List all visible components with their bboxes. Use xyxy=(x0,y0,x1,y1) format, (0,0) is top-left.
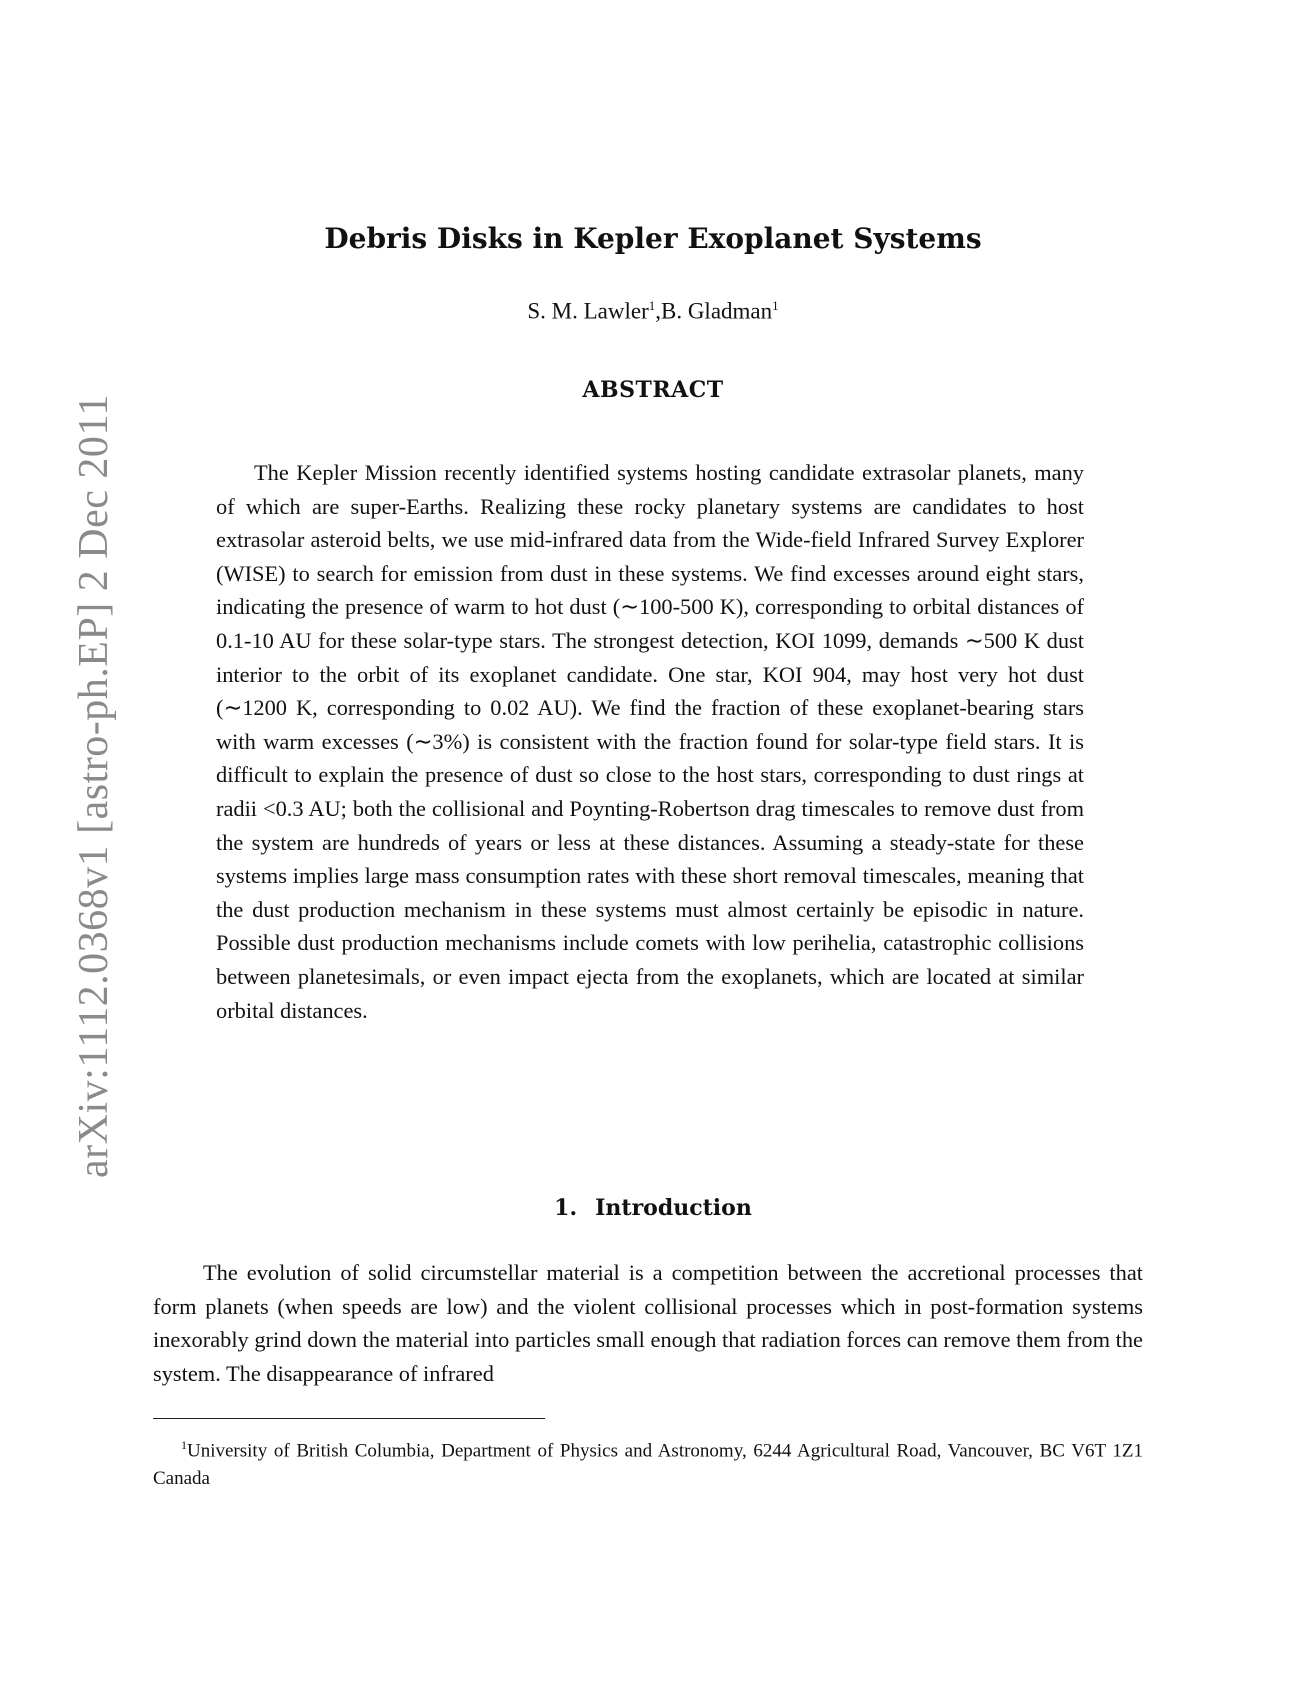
abstract-text: The Kepler Mission recently identified systems hosting candidate extrasolar planets, many of which are super-Earths. Realizing these rocky planetary systems are candidates to host extrasolar asteroid belts, we use mid-infrared data from the Wide-field Infrared Survey Explorer (WISE) to search for emission from dust in these systems. We find excesses around eight stars, indicating the presence of warm to hot dust (∼100-500 K), corresponding to orbital distances of 0.1-10 AU for these solar-type stars. The strongest detection, KOI 1099, demands ∼500 K dust interior to the orbit of its exoplanet candidate. One star, KOI 904, may host very hot dust (∼1200 K, corresponding to 0.02 AU). We find the fraction of these exoplanet-bearing stars with warm excesses (∼3%) is consistent with the fraction found for solar-type field stars. It is difficult to explain the presence of dust so close to the host stars, corresponding to dust rings at radii <0.3 AU; both the collisional and Poynting-Robertson drag timescales to remove dust from the system are hundreds of years or less at these distances. Assuming a steady-state for these systems implies large mass consumption rates with these short removal timescales, meaning that the dust production mechanism in these systems must almost certainly be episodic in nature. Possible dust production mechanisms include comets with low perihelia, catastrophic collisions between planetesimals, or even impact ejecta from the exoplanets, which are located at similar orbital distances. xyxy=(216,460,1084,1023)
author-name: S. M. Lawler xyxy=(527,298,649,324)
section-title: Introduction xyxy=(595,1195,752,1221)
author-list xyxy=(0,298,1306,325)
arxiv-identifier-stamp: arXiv:1112.0368v1 [astro-ph.EP] 2 Dec 2011 xyxy=(71,394,117,1178)
footnote-text: University of British Columbia, Department of Physics and Astronomy, 6244 Agricultural Road, Vancouver, BC V6T 1Z1 Canada xyxy=(153,1440,1143,1490)
introduction-paragraph: The evolution of solid circumstellar material is a competition between the accretional processes that form planets (when speeds are low) and the violent collisional processes which in post-formation systems inexorably grind down the material into particles small enough that radiation forces can remove them from the system. The disappearance of infrared xyxy=(153,1260,1143,1386)
section-heading xyxy=(0,1195,1306,1221)
paper-title: Debris Disks in Kepler Exoplanet Systems xyxy=(324,222,982,255)
author-separator: , xyxy=(655,298,661,324)
author-name: B. Gladman xyxy=(660,298,773,324)
abstract-heading: ABSTRACT xyxy=(582,377,724,403)
affiliation-mark: 1 xyxy=(648,298,656,313)
footnote-affiliation xyxy=(153,1431,1143,1493)
footnote-mark: 1 xyxy=(181,1438,187,1452)
footnote-divider xyxy=(153,1418,545,1419)
affiliation-mark: 1 xyxy=(772,298,779,313)
section-number: 1. xyxy=(554,1195,578,1221)
